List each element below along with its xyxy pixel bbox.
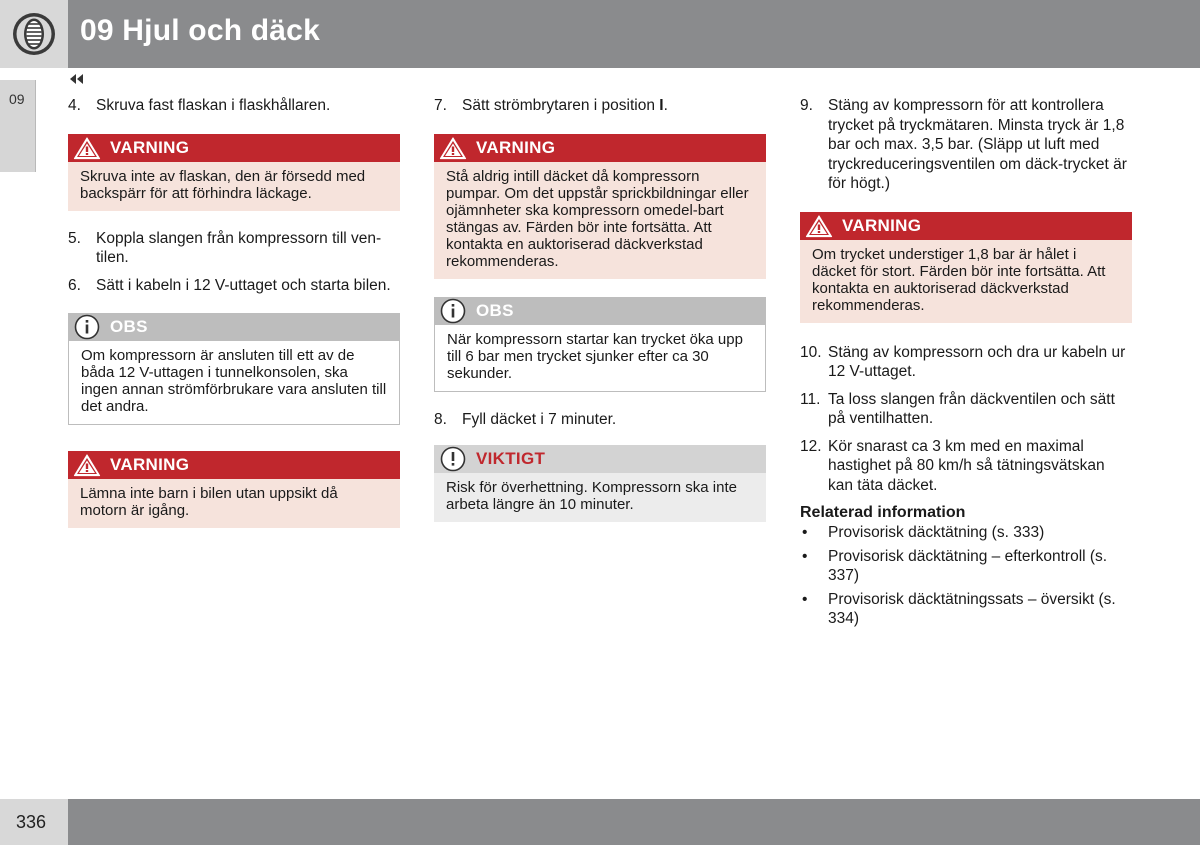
step-9 [800,96,1132,194]
note-box [434,297,766,392]
important-label: VIKTIGT [476,449,546,468]
warning-box [68,451,400,528]
switch-position: I [659,97,664,114]
related-info-heading: Relaterad information [800,504,966,521]
step-number: 9. [800,97,813,114]
step-number: 4. [68,97,81,114]
related-link[interactable] [800,523,1132,542]
warning-text: Lämna inte barn i bilen utan uppsikt då motorn är igång. [68,479,400,528]
step-text: Fyll däcket i 7 minuter. [462,410,617,428]
warning-box [434,134,766,279]
step-end: . [663,97,668,114]
important-text: Risk för överhettning. Kompressorn ska inte arbeta längre än 10 minuter. [434,473,766,522]
note-header [68,313,400,341]
warning-triangle-icon [72,453,102,477]
warning-header [800,212,1132,240]
step-11 [800,390,1132,429]
column-2 [434,96,766,544]
warning-triangle-icon [438,136,468,160]
note-box [68,313,400,425]
note-label: OBS [476,300,514,320]
warning-triangle-icon [804,214,834,238]
tire-icon [12,12,56,56]
warning-text: Om trycket understiger 1,8 bar är hålet i däcket för stort. Färden bör inte fortsätta. Att kontakta en auktoriserad däckverkstad rekommenderas. [800,240,1132,323]
warning-text: Skruva inte av flaskan, den är försedd med backspärr för att förhindra läckage. [68,162,400,211]
step-text: Kör snarast ca 3 km med en maximal hastighet på 80 km/h så tätningsvätskan kan täta däcket. [828,437,1105,494]
step-number: 10. [800,343,822,361]
step-text: Sätt i kabeln i 12 V-uttaget och starta bilen. [96,276,391,294]
step-text: Stäng av kompressorn för att kontrollera trycket på tryckmätaren. Minsta tryck är 1,8 bar och max. 3,5 bar. (Släpp ut luft med tryckreduceringsventilen om däck-trycket är för högt.) [828,97,1127,192]
step-text: Koppla slangen från kompressorn till ven-tilen. [96,229,382,266]
related-link[interactable] [800,547,1132,585]
page-footer [0,799,1200,845]
bullet-marker: • [802,524,808,541]
step-text: Skruva fast flaskan i flaskhållaren. [96,97,331,114]
warning-header [434,134,766,162]
warning-label: VARNING [476,137,556,157]
important-header [434,445,766,473]
warning-text: Stå aldrig intill däcket då kompressorn pumpar. Om det uppstår sprickbildningar eller ojämnheter ska kompressorn omedel-bart stängas av. Färden bör inte fortsätta. Att kontakta en auktoriserad däckverkstad rekommenderas. [434,162,766,279]
related-link-text[interactable]: Provisorisk däcktätning – efterkontroll (s. 337) [828,548,1108,584]
step-10 [800,343,1132,382]
important-box [434,445,766,522]
page-header [0,0,1200,68]
chapter-title: 09 Hjul och däck [80,14,320,47]
page-number: 336 [16,812,47,832]
info-circle-icon [438,299,468,323]
bullet-marker: • [802,591,808,608]
chapter-tab[interactable] [0,80,36,172]
related-link-text[interactable]: Provisorisk däcktätning (s. 333) [828,524,1045,541]
note-label: OBS [110,317,148,336]
note-text: Om kompressorn är ansluten till ett av de båda 12 V-uttagen i tunnelkonsolen, ska ingen annan strömförbrukare vara ansluten till det andra. [68,341,400,425]
warning-label: VARNING [110,455,190,474]
step-number: 7. [434,97,447,114]
step-12 [800,437,1132,496]
info-circle-icon [72,315,102,339]
column-1 [68,96,400,550]
warning-triangle-icon [72,136,102,160]
step-number: 11. [800,390,821,408]
step-text: Sätt strömbrytaren i position [462,97,655,114]
step-text: Ta loss slangen från däckventilen och sätt på ventilhatten. [828,390,1115,427]
chapter-icon-box [0,0,68,68]
step-number: 5. [68,229,81,247]
exclamation-circle-icon [438,447,468,471]
bullet-marker: • [802,548,808,565]
warning-box [800,212,1132,323]
related-link-text[interactable]: Provisorisk däcktätningssats – översikt (s. 334) [828,591,1116,627]
related-link[interactable] [800,590,1132,628]
note-text: När kompressorn startar kan trycket öka upp till 6 bar men trycket sjunker efter ca 30 sekunder. [434,325,766,392]
warning-header [68,451,400,479]
step-number: 8. [434,410,447,428]
step-6 [68,276,400,296]
warning-header [68,134,400,162]
step-number: 6. [68,276,81,294]
note-header [434,297,766,325]
step-4 [68,96,400,116]
warning-label: VARNING [110,137,190,157]
step-7 [434,96,766,116]
step-8 [434,410,766,430]
chapter-tab-label: 09 [9,91,25,107]
warning-label: VARNING [842,215,922,235]
page-number-box [0,799,68,845]
step-text: Stäng av kompressorn och dra ur kabeln ur 12 V-uttaget. [828,343,1126,380]
warning-box [68,134,400,211]
step-number: 12. [800,437,822,455]
step-5 [68,229,400,268]
column-3 [800,96,1132,633]
double-chevron-left-icon[interactable] [68,73,86,85]
